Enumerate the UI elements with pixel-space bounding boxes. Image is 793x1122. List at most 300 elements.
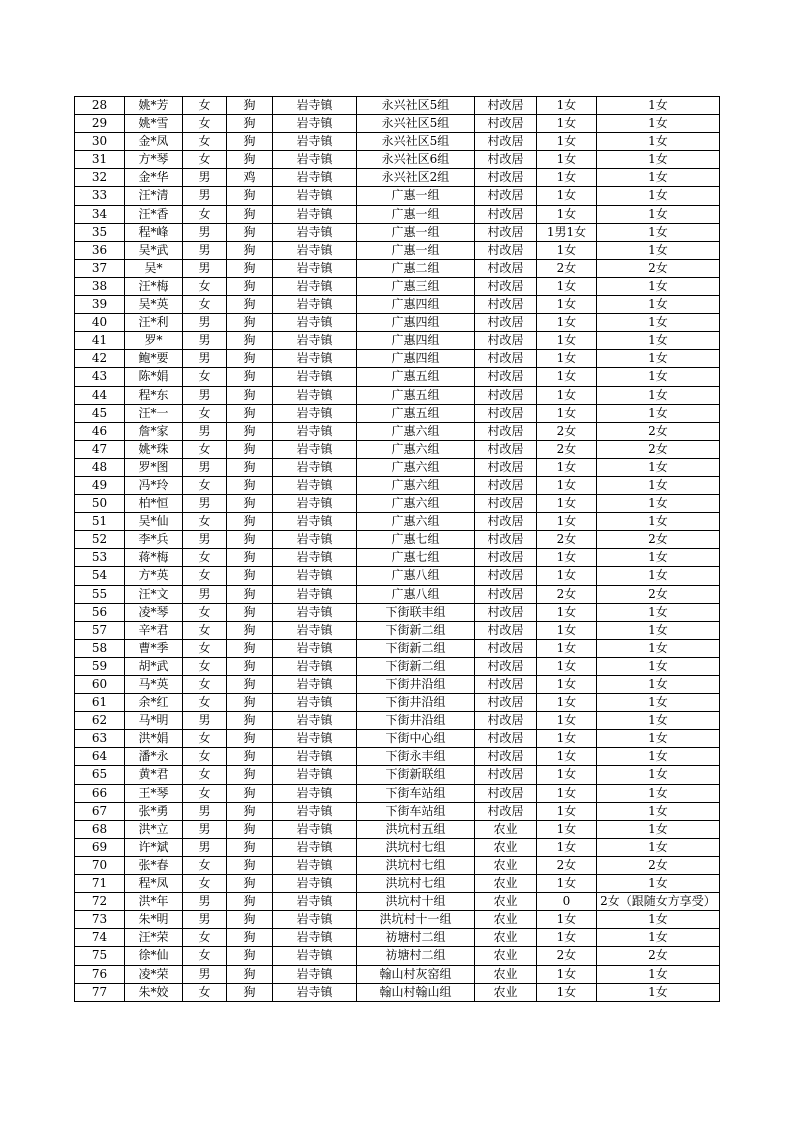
cell-name: 凌*荣 [125,965,183,983]
cell-number: 46 [75,422,125,440]
cell-name: 方*琴 [125,151,183,169]
cell-gender: 男 [183,223,227,241]
cell-household-type: 村改居 [475,277,537,295]
cell-number: 65 [75,766,125,784]
cell-children: 1女 [537,621,597,639]
cell-benefit: 1女 [597,223,720,241]
cell-children: 1女 [537,187,597,205]
cell-address: 广惠六组 [357,422,475,440]
cell-household-type: 村改居 [475,350,537,368]
cell-gender: 男 [183,802,227,820]
cell-zodiac: 狗 [227,657,273,675]
cell-benefit: 1女 [597,875,720,893]
cell-children: 1女 [537,549,597,567]
cell-children: 1女 [537,639,597,657]
cell-benefit: 1女 [597,802,720,820]
cell-benefit: 1女 [597,513,720,531]
cell-children: 2女 [537,531,597,549]
table-row [75,875,720,893]
cell-address: 广惠六组 [357,440,475,458]
cell-town: 岩寺镇 [273,476,357,494]
cell-household-type: 村改居 [475,694,537,712]
cell-address: 下街井沿组 [357,694,475,712]
cell-number: 66 [75,784,125,802]
cell-address: 永兴社区2组 [357,169,475,187]
cell-children: 1女 [537,983,597,1001]
cell-town: 岩寺镇 [273,133,357,151]
cell-zodiac: 狗 [227,422,273,440]
cell-household-type: 村改居 [475,223,537,241]
cell-household-type: 村改居 [475,422,537,440]
cell-children: 2女 [537,440,597,458]
cell-address: 下街联丰组 [357,603,475,621]
cell-zodiac: 狗 [227,368,273,386]
cell-town: 岩寺镇 [273,386,357,404]
cell-number: 47 [75,440,125,458]
table-row [75,820,720,838]
table-row [75,585,720,603]
cell-household-type: 村改居 [475,314,537,332]
cell-address: 永兴社区5组 [357,97,475,115]
cell-zodiac: 狗 [227,513,273,531]
cell-number: 32 [75,169,125,187]
cell-number: 29 [75,115,125,133]
cell-town: 岩寺镇 [273,676,357,694]
cell-benefit: 1女 [597,657,720,675]
cell-number: 62 [75,712,125,730]
cell-benefit: 1女 [597,766,720,784]
cell-zodiac: 狗 [227,983,273,1001]
cell-town: 岩寺镇 [273,115,357,133]
table-row [75,350,720,368]
cell-town: 岩寺镇 [273,875,357,893]
cell-benefit: 1女 [597,169,720,187]
cell-name: 朱*明 [125,911,183,929]
cell-children: 1女 [537,458,597,476]
cell-number: 53 [75,549,125,567]
table-row [75,531,720,549]
cell-children: 1女 [537,766,597,784]
cell-town: 岩寺镇 [273,350,357,368]
cell-address: 广惠七组 [357,531,475,549]
cell-children: 2女 [537,856,597,874]
cell-benefit: 1女 [597,277,720,295]
cell-address: 洪坑村七组 [357,838,475,856]
cell-household-type: 村改居 [475,241,537,259]
cell-name: 鲍*要 [125,350,183,368]
cell-town: 岩寺镇 [273,495,357,513]
table-row [75,676,720,694]
cell-benefit: 1女 [597,368,720,386]
cell-number: 56 [75,603,125,621]
cell-gender: 女 [183,115,227,133]
cell-benefit: 1女 [597,296,720,314]
table-row [75,802,720,820]
cell-household-type: 村改居 [475,368,537,386]
cell-benefit: 1女 [597,838,720,856]
cell-gender: 男 [183,495,227,513]
cell-gender: 女 [183,657,227,675]
table-row [75,332,720,350]
cell-address: 下街车站组 [357,784,475,802]
cell-number: 31 [75,151,125,169]
cell-address: 下街永丰组 [357,748,475,766]
cell-town: 岩寺镇 [273,296,357,314]
cell-zodiac: 狗 [227,567,273,585]
cell-children: 1女 [537,495,597,513]
cell-household-type: 村改居 [475,603,537,621]
table-row [75,947,720,965]
table-body [75,97,720,1002]
cell-town: 岩寺镇 [273,422,357,440]
cell-zodiac: 狗 [227,621,273,639]
cell-benefit: 1女 [597,476,720,494]
cell-children: 1女 [537,712,597,730]
cell-town: 岩寺镇 [273,712,357,730]
cell-name: 程*峰 [125,223,183,241]
cell-number: 74 [75,929,125,947]
table-row [75,657,720,675]
cell-town: 岩寺镇 [273,856,357,874]
cell-number: 60 [75,676,125,694]
cell-zodiac: 狗 [227,187,273,205]
cell-town: 岩寺镇 [273,205,357,223]
cell-name: 洪*立 [125,820,183,838]
cell-gender: 女 [183,983,227,1001]
cell-benefit: 2女 [597,259,720,277]
cell-address: 广惠八组 [357,567,475,585]
cell-number: 45 [75,404,125,422]
cell-address: 广惠四组 [357,296,475,314]
cell-gender: 女 [183,603,227,621]
cell-household-type: 农业 [475,838,537,856]
cell-gender: 男 [183,911,227,929]
cell-address: 广惠五组 [357,386,475,404]
table-row [75,314,720,332]
cell-gender: 女 [183,513,227,531]
cell-address: 广惠八组 [357,585,475,603]
cell-number: 75 [75,947,125,965]
table-row [75,259,720,277]
cell-number: 55 [75,585,125,603]
cell-name: 徐*仙 [125,947,183,965]
cell-address: 广惠三组 [357,277,475,295]
cell-town: 岩寺镇 [273,911,357,929]
cell-name: 金*华 [125,169,183,187]
cell-number: 36 [75,241,125,259]
cell-name: 詹*家 [125,422,183,440]
cell-name: 冯*玲 [125,476,183,494]
cell-number: 40 [75,314,125,332]
cell-name: 余*红 [125,694,183,712]
table-row [75,495,720,513]
cell-number: 50 [75,495,125,513]
cell-zodiac: 狗 [227,712,273,730]
cell-benefit: 1女 [597,567,720,585]
cell-benefit: 1女 [597,350,720,368]
cell-benefit: 1女 [597,621,720,639]
cell-children: 1女 [537,169,597,187]
cell-benefit: 1女 [597,314,720,332]
cell-town: 岩寺镇 [273,513,357,531]
cell-name: 洪*娟 [125,730,183,748]
cell-zodiac: 狗 [227,314,273,332]
cell-household-type: 村改居 [475,712,537,730]
cell-town: 岩寺镇 [273,820,357,838]
cell-household-type: 村改居 [475,784,537,802]
cell-benefit: 1女 [597,332,720,350]
table-row [75,766,720,784]
cell-gender: 女 [183,368,227,386]
table-row [75,133,720,151]
cell-zodiac: 狗 [227,820,273,838]
cell-town: 岩寺镇 [273,748,357,766]
cell-zodiac: 狗 [227,350,273,368]
cell-children: 1女 [537,965,597,983]
cell-gender: 男 [183,187,227,205]
cell-name: 程*东 [125,386,183,404]
cell-children: 1女 [537,820,597,838]
cell-children: 1女 [537,694,597,712]
cell-number: 64 [75,748,125,766]
cell-name: 汪*荣 [125,929,183,947]
cell-name: 吴*武 [125,241,183,259]
table-row [75,838,720,856]
cell-zodiac: 狗 [227,585,273,603]
table-row [75,694,720,712]
cell-zodiac: 狗 [227,639,273,657]
cell-children: 1女 [537,929,597,947]
cell-name: 姚*芳 [125,97,183,115]
cell-name: 姚*珠 [125,440,183,458]
cell-number: 42 [75,350,125,368]
cell-address: 永兴社区5组 [357,115,475,133]
cell-name: 吴* [125,259,183,277]
cell-name: 李*兵 [125,531,183,549]
cell-children: 1女 [537,277,597,295]
cell-number: 28 [75,97,125,115]
table-row [75,983,720,1001]
cell-town: 岩寺镇 [273,784,357,802]
cell-town: 岩寺镇 [273,965,357,983]
table-row [75,187,720,205]
cell-household-type: 村改居 [475,766,537,784]
cell-household-type: 农业 [475,911,537,929]
table-row [75,567,720,585]
cell-zodiac: 狗 [227,947,273,965]
table-row [75,277,720,295]
cell-name: 汪*梅 [125,277,183,295]
cell-zodiac: 狗 [227,549,273,567]
cell-zodiac: 狗 [227,115,273,133]
cell-town: 岩寺镇 [273,929,357,947]
cell-household-type: 村改居 [475,205,537,223]
cell-address: 洪坑村五组 [357,820,475,838]
cell-name: 汪*利 [125,314,183,332]
cell-address: 永兴社区5组 [357,133,475,151]
cell-children: 1女 [537,838,597,856]
table-row [75,404,720,422]
cell-benefit: 1女 [597,241,720,259]
cell-name: 马*明 [125,712,183,730]
cell-gender: 女 [183,784,227,802]
cell-benefit: 1女 [597,133,720,151]
cell-household-type: 农业 [475,965,537,983]
cell-household-type: 村改居 [475,458,537,476]
cell-household-type: 村改居 [475,513,537,531]
cell-household-type: 村改居 [475,386,537,404]
cell-household-type: 村改居 [475,332,537,350]
cell-number: 73 [75,911,125,929]
table-row [75,621,720,639]
cell-number: 39 [75,296,125,314]
cell-children: 1女 [537,476,597,494]
cell-address: 洪坑村十组 [357,893,475,911]
cell-benefit: 1女 [597,115,720,133]
cell-address: 下街中心组 [357,730,475,748]
cell-zodiac: 狗 [227,97,273,115]
cell-gender: 女 [183,694,227,712]
cell-town: 岩寺镇 [273,440,357,458]
cell-benefit: 1女 [597,404,720,422]
cell-address: 广惠一组 [357,187,475,205]
cell-gender: 女 [183,875,227,893]
cell-household-type: 村改居 [475,169,537,187]
cell-town: 岩寺镇 [273,277,357,295]
cell-gender: 女 [183,639,227,657]
cell-name: 姚*雪 [125,115,183,133]
cell-number: 63 [75,730,125,748]
table-row [75,639,720,657]
cell-address: 广惠四组 [357,332,475,350]
table-row [75,513,720,531]
cell-children: 1男1女 [537,223,597,241]
cell-number: 51 [75,513,125,531]
cell-zodiac: 狗 [227,205,273,223]
cell-address: 广惠六组 [357,458,475,476]
cell-number: 77 [75,983,125,1001]
cell-gender: 男 [183,893,227,911]
cell-children: 1女 [537,875,597,893]
cell-benefit: 2女（跟随女方享受） [597,893,720,911]
cell-zodiac: 狗 [227,151,273,169]
cell-name: 程*凤 [125,875,183,893]
cell-gender: 女 [183,404,227,422]
cell-gender: 男 [183,838,227,856]
cell-household-type: 村改居 [475,115,537,133]
cell-children: 1女 [537,368,597,386]
cell-gender: 男 [183,332,227,350]
cell-gender: 男 [183,531,227,549]
cell-address: 广惠四组 [357,314,475,332]
cell-children: 1女 [537,567,597,585]
table-row [75,893,720,911]
cell-address: 广惠四组 [357,350,475,368]
cell-benefit: 1女 [597,187,720,205]
cell-name: 胡*武 [125,657,183,675]
cell-number: 71 [75,875,125,893]
cell-children: 1女 [537,748,597,766]
cell-gender: 男 [183,350,227,368]
cell-number: 69 [75,838,125,856]
cell-town: 岩寺镇 [273,223,357,241]
cell-town: 岩寺镇 [273,802,357,820]
cell-zodiac: 狗 [227,133,273,151]
cell-children: 1女 [537,784,597,802]
cell-household-type: 农业 [475,875,537,893]
cell-number: 76 [75,965,125,983]
table-row [75,151,720,169]
cell-benefit: 1女 [597,820,720,838]
cell-children: 1女 [537,603,597,621]
cell-number: 70 [75,856,125,874]
cell-children: 1女 [537,350,597,368]
cell-address: 广惠六组 [357,513,475,531]
cell-gender: 女 [183,440,227,458]
cell-household-type: 村改居 [475,133,537,151]
cell-address: 翰山村灰窑组 [357,965,475,983]
cell-gender: 男 [183,259,227,277]
cell-zodiac: 狗 [227,223,273,241]
cell-name: 罗*图 [125,458,183,476]
cell-zodiac: 狗 [227,694,273,712]
cell-zodiac: 狗 [227,603,273,621]
cell-address: 祊塘村二组 [357,929,475,947]
table-row [75,603,720,621]
cell-address: 下街井沿组 [357,676,475,694]
cell-benefit: 1女 [597,549,720,567]
cell-name: 陈*娟 [125,368,183,386]
cell-zodiac: 狗 [227,875,273,893]
table-row [75,169,720,187]
cell-zodiac: 狗 [227,748,273,766]
cell-benefit: 1女 [597,386,720,404]
table-row [75,929,720,947]
cell-town: 岩寺镇 [273,947,357,965]
cell-address: 下街新二组 [357,657,475,675]
cell-gender: 女 [183,476,227,494]
cell-gender: 男 [183,585,227,603]
cell-benefit: 1女 [597,929,720,947]
cell-benefit: 1女 [597,965,720,983]
cell-gender: 男 [183,314,227,332]
table-row [75,368,720,386]
cell-address: 洪坑村七组 [357,856,475,874]
cell-name: 辛*君 [125,621,183,639]
cell-zodiac: 狗 [227,676,273,694]
cell-gender: 男 [183,169,227,187]
cell-gender: 女 [183,205,227,223]
cell-children: 1女 [537,332,597,350]
cell-number: 54 [75,567,125,585]
table-row [75,965,720,983]
cell-number: 57 [75,621,125,639]
cell-gender: 男 [183,241,227,259]
cell-name: 凌*琴 [125,603,183,621]
cell-benefit: 2女 [597,585,720,603]
cell-children: 1女 [537,241,597,259]
cell-zodiac: 狗 [227,332,273,350]
cell-benefit: 2女 [597,531,720,549]
cell-address: 广惠二组 [357,259,475,277]
table-row [75,856,720,874]
cell-benefit: 2女 [597,422,720,440]
cell-children: 1女 [537,97,597,115]
cell-benefit: 1女 [597,676,720,694]
cell-household-type: 农业 [475,929,537,947]
cell-gender: 女 [183,296,227,314]
cell-zodiac: 狗 [227,404,273,422]
